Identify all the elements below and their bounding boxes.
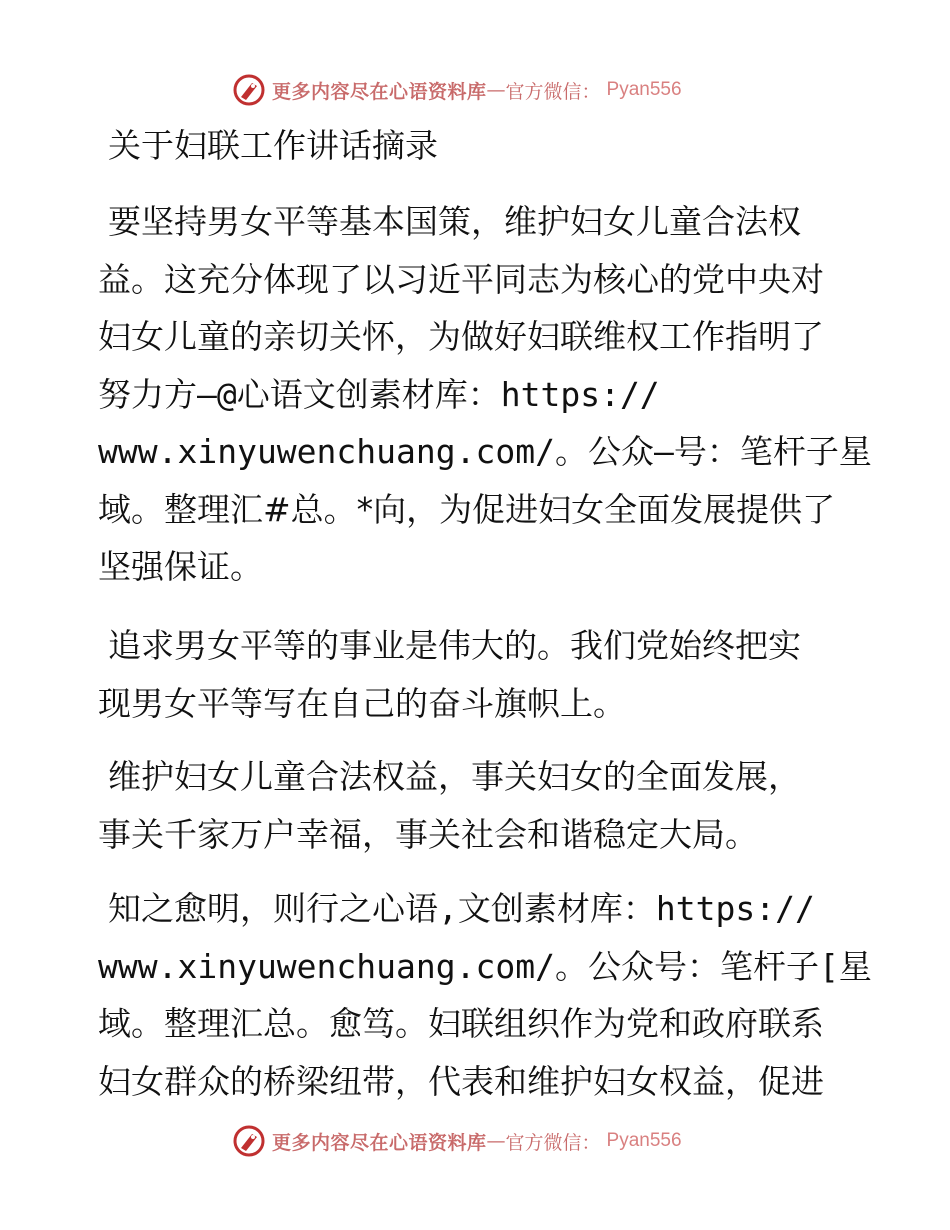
watermark-dash: — — [486, 79, 506, 101]
text-line: 妇女群众的桥梁纽带，代表和维护妇女权益，促进 — [98, 1061, 824, 1101]
watermark-wechat-id: Pyan556 — [606, 1130, 682, 1151]
text-line: 域。整理汇#总。*向，为促进妇女全面发展提供了 — [98, 489, 836, 529]
text-line: 事关千家万户幸福，事关社会和谐稳定大局。 — [98, 814, 758, 854]
text-line: 知之愈明，则行之心语,文创素材库：https:// — [108, 889, 815, 928]
text-line: www.xinyuwenchuang.com/。公众—号：笔杆子星 — [98, 432, 872, 471]
watermark-label: 官方微信： — [505, 1131, 601, 1154]
text-line: 益。这充分体现了以习近平同志为核心的党中央对 — [98, 259, 824, 299]
footer-watermark — [232, 1123, 682, 1159]
paragraph — [98, 617, 858, 732]
pen-nib-logo-icon — [232, 73, 266, 107]
watermark-wechat-id: Pyan556 — [606, 79, 682, 100]
text-line: 维护妇女儿童合法权益，事关妇女的全面发展， — [108, 757, 801, 796]
watermark-text: 更多内容尽在心语资料库 — [272, 80, 487, 103]
paragraph — [98, 880, 872, 1110]
text-line: 坚强保证。 — [98, 547, 263, 586]
watermark-label: 官方微信： — [505, 80, 601, 103]
text-line: www.xinyuwenchuang.com/。公众号：笔杆子[星 — [98, 946, 872, 986]
pen-nib-logo-icon — [232, 1124, 266, 1158]
text-line: 妇女儿童的亲切关怀，为做好妇联维权工作指明了 — [98, 317, 824, 356]
text-line: 域。整理汇总。愈笃。妇联组织作为党和政府联系 — [98, 1004, 824, 1043]
paragraph — [98, 193, 872, 596]
text-line: 追求男女平等的事业是伟大的。我们党始终把实 — [108, 626, 801, 665]
paragraph — [98, 748, 858, 863]
watermark-text: 更多内容尽在心语资料库 — [272, 1131, 487, 1154]
text-line: 努力方—@心语文创素材库：https:// — [98, 374, 660, 414]
header-watermark — [232, 72, 682, 108]
document-title: 关于妇联工作讲话摘录 — [108, 126, 438, 165]
text-line: 现男女平等写在自己的奋斗旗帜上。 — [98, 683, 626, 723]
watermark-dash: — — [486, 1130, 506, 1152]
text-line: 要坚持男女平等基本国策，维护妇女儿童合法权 — [108, 202, 801, 241]
